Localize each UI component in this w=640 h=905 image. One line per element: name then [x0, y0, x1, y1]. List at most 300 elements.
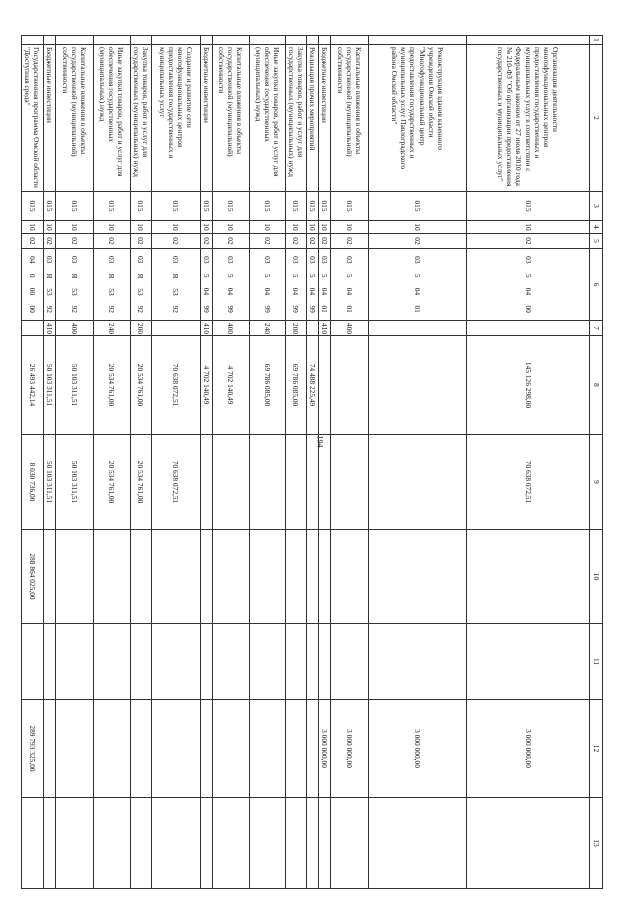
code-subprogram: 5: [320, 273, 329, 278]
amount-col-13-cell: [369, 798, 467, 889]
code-main-activity: 53: [69, 288, 79, 296]
amount-col-9-cell: [318, 435, 330, 530]
target-article-cell: [21, 249, 43, 321]
amount-col-13-cell: [318, 798, 330, 889]
subsection-code-cell: 02: [369, 234, 467, 249]
target-article-codes: [171, 251, 180, 318]
amount-col-11-cell: [151, 624, 200, 700]
code-main-activity: 00: [27, 287, 37, 296]
ministry-code-cell: 015: [467, 192, 590, 221]
target-article-cell: [467, 249, 590, 321]
header-row: [590, 36, 603, 889]
amount-col-8-cell: 145 126 298,00: [467, 336, 590, 435]
section-code-cell: 10: [249, 221, 285, 234]
code-direction: 92: [44, 305, 54, 313]
code-main-activity: 53: [136, 288, 146, 296]
table-row: [331, 36, 369, 889]
amount-col-9-cell: 50 103 311,51: [55, 435, 93, 530]
target-article-codes: [45, 251, 54, 318]
amount-col-10-cell: [331, 530, 369, 624]
row-name-cell: Создание и развитие сети многофункциональных центров предоставления государственных и муниципальных услуг: [151, 45, 200, 192]
amount-col-8-cell: 50 103 311,51: [55, 336, 93, 435]
amount-col-9-cell: [285, 435, 306, 530]
amount-col-13-cell: [151, 798, 200, 889]
row-name-cell: Иные закупки товаров, работ и услуг для обеспечения государственных (муниципальных) нужд: [93, 45, 130, 192]
expense-type-cell: 240: [249, 321, 285, 336]
table-row: [306, 36, 318, 889]
amount-col-8-cell: 4 702 140,49: [212, 336, 249, 435]
amount-col-8-cell: [331, 336, 369, 435]
row-marker-cell: [55, 36, 93, 45]
row-marker-cell: [21, 36, 43, 45]
amount-col-10-cell: [93, 530, 130, 624]
code-direction: 99: [226, 305, 236, 313]
expense-type-cell: 400: [55, 321, 93, 336]
code-program: 03: [107, 255, 117, 264]
amount-col-10-cell: [151, 530, 200, 624]
amount-col-11-cell: [331, 624, 369, 700]
target-article-cell: [93, 249, 130, 321]
target-article-cell: [306, 249, 318, 321]
header-col-1: 1: [590, 36, 603, 45]
header-col-5: 5: [590, 234, 603, 249]
section-code-cell: 10: [306, 221, 318, 234]
amount-col-12-cell: [212, 700, 249, 798]
subsection-code-cell: 02: [318, 234, 330, 249]
expense-type-cell: [306, 321, 318, 336]
code-subprogram: 5: [226, 273, 236, 278]
section-code-cell: 10: [200, 221, 212, 234]
target-article-cell: [212, 249, 249, 321]
code-main-activity: 04: [523, 287, 533, 296]
amount-col-9-cell: [306, 435, 318, 530]
code-subprogram: 5: [523, 273, 533, 278]
amount-col-13-cell: [43, 798, 55, 889]
amount-col-9-cell: [212, 435, 249, 530]
amount-col-12-cell: [93, 700, 130, 798]
table-row: [467, 36, 590, 889]
amount-col-11-cell: [21, 624, 43, 700]
section-code-cell: 10: [212, 221, 249, 234]
amount-col-12-cell: [130, 700, 151, 798]
code-direction: 99: [307, 305, 317, 313]
amount-col-10-cell: [130, 530, 151, 624]
amount-col-9-cell: [249, 435, 285, 530]
subsection-code-cell: 02: [306, 234, 318, 249]
code-direction: 99: [262, 305, 272, 313]
amount-col-10-cell: [200, 530, 212, 624]
amount-col-12-cell: 3 000 000,00: [331, 700, 369, 798]
section-code-cell: 10: [331, 221, 369, 234]
code-subprogram: 5: [291, 273, 301, 278]
amount-col-8-cell: 4 702 140,49: [200, 336, 212, 435]
ministry-code-cell: 015: [306, 192, 318, 221]
code-subprogram: Я: [171, 273, 181, 279]
row-name-cell: Закупка товаров, работ и услуг для государственных (муниципальных) нужд: [130, 45, 151, 192]
amount-col-13-cell: [306, 798, 318, 889]
subsection-code-cell: 02: [55, 234, 93, 249]
target-article-codes: [226, 251, 235, 318]
amount-col-13-cell: [21, 798, 43, 889]
code-subprogram: 5: [413, 273, 423, 278]
amount-col-12-cell: 3 000 000,00: [318, 700, 330, 798]
row-name-cell: Капитальные вложения в объекты государственной (муниципальной) собственности: [331, 45, 369, 192]
table-row: [369, 36, 467, 889]
code-program: 03: [171, 255, 181, 264]
amount-col-12-cell: [55, 700, 93, 798]
subsection-code-cell: 02: [200, 234, 212, 249]
amount-col-10-cell: [306, 530, 318, 624]
amount-col-13-cell: [285, 798, 306, 889]
expense-type-cell: [467, 321, 590, 336]
code-direction: 00: [27, 305, 37, 313]
ministry-code-cell: 015: [249, 192, 285, 221]
code-main-activity: 04: [226, 287, 236, 296]
amount-col-8-cell: 20 534 761,00: [93, 336, 130, 435]
expense-type-cell: 410: [43, 321, 55, 336]
amount-col-9-cell: 8 030 736,00: [21, 435, 43, 530]
amount-col-8-cell: 26 493 442,14: [21, 336, 43, 435]
section-code-cell: 10: [318, 221, 330, 234]
code-program: 03: [226, 256, 236, 264]
amount-col-11-cell: [369, 624, 467, 700]
row-marker-cell: [331, 36, 369, 45]
amount-col-12-cell: [43, 700, 55, 798]
section-code-cell: 10: [55, 221, 93, 234]
row-marker-cell: [306, 36, 318, 45]
target-article-cell: [318, 249, 330, 321]
amount-col-13-cell: [55, 798, 93, 889]
target-article-codes: [345, 251, 354, 318]
code-subprogram: 5: [307, 273, 317, 278]
code-main-activity: 04: [345, 287, 355, 296]
table-row: [151, 36, 200, 889]
amount-col-11-cell: [200, 624, 212, 700]
amount-col-9-cell: 20 534 761,00: [93, 435, 130, 530]
target-article-cell: [43, 249, 55, 321]
target-article-cell: [151, 249, 200, 321]
section-code-cell: 10: [285, 221, 306, 234]
ministry-code-cell: 015: [93, 192, 130, 221]
row-marker-cell: [467, 36, 590, 45]
code-subprogram: Я: [107, 273, 117, 279]
row-name-cell: Реализация прочих мероприятий: [306, 45, 318, 192]
subsection-code-cell: 02: [212, 234, 249, 249]
amount-col-8-cell: 69 786 085,00: [285, 336, 306, 435]
header-col-7: 7: [590, 321, 603, 336]
row-marker-cell: [318, 36, 330, 45]
amount-col-11-cell: [467, 624, 590, 700]
target-article-codes: [320, 251, 329, 318]
amount-col-12-cell: [285, 700, 306, 798]
amount-col-13-cell: [467, 798, 590, 889]
amount-col-9-cell: [331, 435, 369, 530]
table-row: [200, 36, 212, 889]
row-marker-cell: [212, 36, 249, 45]
header-col-11: 11: [590, 624, 603, 700]
code-main-activity: 04: [291, 287, 301, 296]
code-subprogram: 5: [262, 273, 272, 278]
row-marker-cell: [130, 36, 151, 45]
code-direction: 01: [345, 305, 355, 313]
target-article-cell: [249, 249, 285, 321]
code-direction: 00: [523, 305, 533, 313]
amount-col-9-cell: 20 534 761,00: [130, 435, 151, 530]
code-program: 03: [69, 255, 79, 264]
row-name-cell: Капитальные вложения в объекты государственной (муниципальной) собственности: [55, 45, 93, 192]
expense-type-cell: 400: [212, 321, 249, 336]
amount-col-10-cell: [212, 530, 249, 624]
code-direction: 99: [201, 305, 211, 313]
amount-col-10-cell: [249, 530, 285, 624]
code-direction: 01: [320, 305, 329, 313]
expense-type-cell: 200: [285, 321, 306, 336]
code-program: 03: [201, 256, 211, 264]
code-program: 03: [345, 256, 355, 264]
subsection-code-cell: 02: [467, 234, 590, 249]
expense-type-cell: 400: [331, 321, 369, 336]
header-col-10: 10: [590, 530, 603, 624]
target-article-codes: [136, 251, 145, 318]
amount-col-11-cell: [318, 624, 330, 700]
table-row: [249, 36, 285, 889]
section-code-cell: 10: [130, 221, 151, 234]
target-article-cell: [331, 249, 369, 321]
amount-col-12-cell: [200, 700, 212, 798]
ministry-code-cell: 015: [212, 192, 249, 221]
amount-col-11-cell: [212, 624, 249, 700]
code-direction: 99: [291, 305, 301, 313]
row-marker-cell: [369, 36, 467, 45]
code-direction: 92: [107, 305, 117, 313]
expense-type-cell: 240: [93, 321, 130, 336]
section-code-cell: 10: [43, 221, 55, 234]
budget-table: [21, 35, 603, 889]
row-marker-cell: [200, 36, 212, 45]
amount-col-10-cell: [285, 530, 306, 624]
code-main-activity: 53: [107, 288, 117, 296]
target-article-cell: [55, 249, 93, 321]
amount-col-12-cell: [249, 700, 285, 798]
amount-col-11-cell: [130, 624, 151, 700]
row-marker-cell: [285, 36, 306, 45]
amount-col-12-cell: 3 000 000,00: [369, 700, 467, 798]
table-row: [43, 36, 55, 889]
code-subprogram: 5: [201, 273, 211, 278]
amount-col-10-cell: [467, 530, 590, 624]
amount-col-12-cell: [151, 700, 200, 798]
code-direction: 01: [413, 305, 423, 313]
amount-col-12-cell: 289 793 325,00: [21, 700, 43, 798]
target-article-cell: [285, 249, 306, 321]
amount-col-9-cell: 70 638 072,51: [467, 435, 590, 530]
amount-col-8-cell: 50 103 311,51: [43, 336, 55, 435]
target-article-codes: [263, 251, 272, 318]
target-article-codes: [28, 251, 37, 318]
amount-col-9-cell: 50 103 311,51: [43, 435, 55, 530]
ministry-code-cell: 015: [130, 192, 151, 221]
budget-table-rotated: [23, 35, 603, 888]
code-program: 03: [44, 255, 54, 264]
row-marker-cell: [93, 36, 130, 45]
header-col-6: 6: [590, 249, 603, 321]
target-article-cell: [200, 249, 212, 321]
ministry-code-cell: 015: [43, 192, 55, 221]
subsection-code-cell: 02: [249, 234, 285, 249]
amount-col-11-cell: [306, 624, 318, 700]
code-subprogram: Я: [44, 273, 54, 279]
code-program: 03: [523, 256, 533, 264]
code-program: 03: [262, 256, 272, 264]
table-row: [130, 36, 151, 889]
code-program: 03: [136, 255, 146, 264]
row-marker-cell: [249, 36, 285, 45]
amount-col-10-cell: [43, 530, 55, 624]
amount-col-8-cell: [318, 336, 330, 435]
target-article-codes: [107, 251, 116, 318]
row-name-cell: Организация деятельности многофункциональных центров предоставления государственных и муниципальных услуг в соответствии с Федеральным законом от 27 июля 2010 года № 210-ФЗ "Об организации предоставления государственных и муниципальных услуг": [467, 45, 590, 192]
amount-col-11-cell: [93, 624, 130, 700]
target-article-codes: [523, 251, 532, 318]
header-col-13: 13: [590, 798, 603, 889]
budget-table-frame: [23, 35, 603, 888]
amount-col-13-cell: [249, 798, 285, 889]
amount-col-9-cell: [200, 435, 212, 530]
subsection-code-cell: 02: [21, 234, 43, 249]
amount-col-8-cell: 20 534 761,00: [130, 336, 151, 435]
amount-col-13-cell: [212, 798, 249, 889]
table-row: [318, 36, 330, 889]
amount-col-9-cell: 70 638 072,51: [151, 435, 200, 530]
code-main-activity: 53: [44, 288, 54, 296]
expense-type-cell: 410: [200, 321, 212, 336]
code-main-activity: 04: [201, 287, 211, 296]
row-name-cell: Бюджетные инвестиции: [43, 45, 55, 192]
amount-col-11-cell: [285, 624, 306, 700]
amount-col-10-cell: [55, 530, 93, 624]
subsection-code-cell: 02: [43, 234, 55, 249]
code-program: 03: [291, 256, 301, 264]
subsection-code-cell: 02: [93, 234, 130, 249]
code-main-activity: 04: [320, 287, 329, 296]
header-col-9: 9: [590, 435, 603, 530]
amount-col-8-cell: 70 638 072,51: [151, 336, 200, 435]
amount-col-9-cell: [369, 435, 467, 530]
table-row: [55, 36, 93, 889]
code-subprogram: Я: [136, 273, 146, 279]
code-program: 03: [307, 256, 317, 264]
code-direction: 92: [136, 305, 146, 313]
header-col-3: 3: [590, 192, 603, 221]
amount-col-11-cell: [55, 624, 93, 700]
row-name-cell: Государственная программа Омской области "Доступная среда": [21, 45, 43, 192]
amount-col-8-cell: 69 786 085,00: [249, 336, 285, 435]
target-article-cell: [130, 249, 151, 321]
page-number: 194: [315, 435, 325, 448]
expense-type-cell: [21, 321, 43, 336]
target-article-codes: [291, 251, 300, 318]
header-col-12: 12: [590, 700, 603, 798]
header-col-4: 4: [590, 221, 603, 234]
subsection-code-cell: 02: [151, 234, 200, 249]
amount-col-10-cell: [318, 530, 330, 624]
amount-col-13-cell: [130, 798, 151, 889]
table-row: [285, 36, 306, 889]
subsection-code-cell: 02: [130, 234, 151, 249]
expense-type-cell: [369, 321, 467, 336]
code-main-activity: 04: [307, 287, 317, 296]
target-article-cell: [369, 249, 467, 321]
ministry-code-cell: 015: [285, 192, 306, 221]
target-article-codes: [308, 251, 317, 318]
table-row: [212, 36, 249, 889]
code-program: 04: [27, 256, 37, 264]
code-direction: 92: [69, 305, 79, 313]
amount-col-10-cell: [369, 530, 467, 624]
row-marker-cell: [43, 36, 55, 45]
row-name-cell: Закупка товаров, работ и услуг для государственных (муниципальных) нужд: [285, 45, 306, 192]
section-code-cell: 10: [151, 221, 200, 234]
target-article-codes: [202, 251, 211, 318]
amount-col-8-cell: 74 488 225,49: [306, 336, 318, 435]
expense-type-cell: [151, 321, 200, 336]
code-program: 03: [413, 256, 423, 264]
target-article-codes: [413, 251, 422, 318]
amount-col-12-cell: [306, 700, 318, 798]
code-subprogram: 5: [345, 273, 355, 278]
amount-col-13-cell: [331, 798, 369, 889]
section-code-cell: 10: [93, 221, 130, 234]
amount-col-11-cell: [249, 624, 285, 700]
subsection-code-cell: 02: [285, 234, 306, 249]
code-main-activity: 04: [262, 287, 272, 296]
expense-type-cell: 200: [130, 321, 151, 336]
table-body: [21, 36, 589, 889]
expense-type-cell: 410: [318, 321, 330, 336]
table-row: [93, 36, 130, 889]
row-name-cell: Бюджетные инвестиции: [318, 45, 330, 192]
row-name-cell: Капитальные вложения в объекты государственной (муниципальной) собственности: [212, 45, 249, 192]
ministry-code-cell: 015: [200, 192, 212, 221]
header-col-8: 8: [590, 336, 603, 435]
table-row: [21, 36, 43, 889]
row-marker-cell: [151, 36, 200, 45]
row-name-cell: Реконструкция здания казенного учреждения Омской области "Многофункциональный центр предоставления государственных и муниципальных услуг Павлоградского района Омской области": [369, 45, 467, 192]
row-name-cell: Иные закупки товаров, работ и услуг для обеспечения государственных (муниципальных) нужд: [249, 45, 285, 192]
amount-col-13-cell: [200, 798, 212, 889]
section-code-cell: 10: [21, 221, 43, 234]
amount-col-10-cell: 288 864 025,00: [21, 530, 43, 624]
header-col-2: 2: [590, 45, 603, 192]
ministry-code-cell: 015: [318, 192, 330, 221]
amount-col-8-cell: [369, 336, 467, 435]
amount-col-12-cell: 3 000 000,00: [467, 700, 590, 798]
amount-col-13-cell: [93, 798, 130, 889]
ministry-code-cell: 015: [151, 192, 200, 221]
code-main-activity: 53: [171, 288, 181, 296]
code-main-activity: 04: [413, 287, 423, 296]
ministry-code-cell: 015: [369, 192, 467, 221]
amount-col-11-cell: [43, 624, 55, 700]
section-code-cell: 10: [369, 221, 467, 234]
code-program: 03: [320, 256, 329, 264]
section-code-cell: 10: [467, 221, 590, 234]
target-article-codes: [70, 251, 79, 318]
row-name-cell: Бюджетные инвестиции: [200, 45, 212, 192]
code-subprogram: 0: [27, 273, 37, 278]
subsection-code-cell: 02: [331, 234, 369, 249]
code-subprogram: Я: [69, 273, 79, 279]
